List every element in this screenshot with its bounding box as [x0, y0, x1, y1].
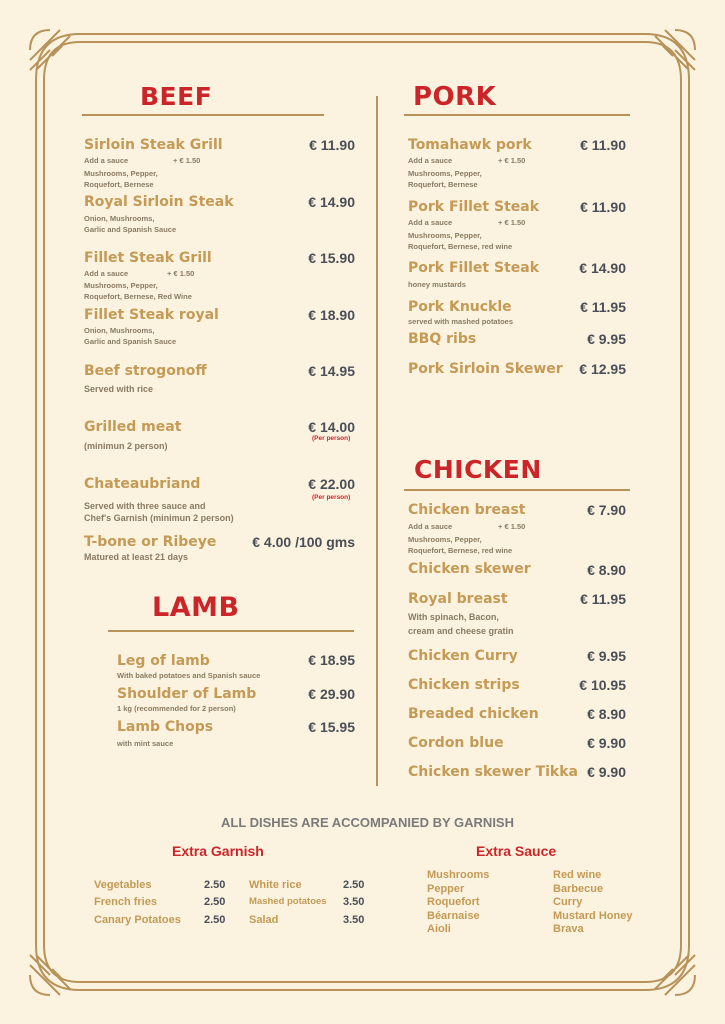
extra-sauce-title: Extra Sauce	[476, 843, 557, 859]
menu-item-name: Pork Fillet Steak	[408, 260, 540, 276]
sauce-label: Add a sauce	[84, 269, 129, 278]
sauce-options: Mushrooms, Pepper,	[408, 535, 482, 544]
menu-item-price: € 9.90	[587, 764, 626, 780]
sauce-item: Barbecue	[553, 883, 604, 895]
sauce-item: Curry	[553, 896, 583, 908]
menu-item-name: Chicken skewer Tikka	[408, 764, 578, 780]
sauce-label: Add a sauce	[84, 156, 129, 165]
column-divider	[376, 96, 378, 786]
sauce-price: + € 1.50	[167, 269, 195, 278]
menu-item-name: Royal Sirloin Steak	[84, 194, 234, 210]
menu-item-name: Shoulder of Lamb	[117, 686, 257, 702]
menu-item-price: € 8.90	[587, 706, 626, 722]
garnish-price: 2.50	[204, 879, 226, 891]
menu-item-price: € 15.95	[308, 719, 355, 735]
menu-item-price: € 18.90	[308, 307, 355, 323]
item-description: 1 kg (recommended for 2 person)	[117, 704, 236, 713]
item-description: honey mustards	[408, 280, 466, 289]
item-description: Onion, Mushrooms,	[84, 326, 155, 335]
menu-item-price: € 11.90	[580, 199, 626, 215]
menu-item-price: € 7.90	[587, 502, 626, 518]
section-title-pork: PORK	[413, 82, 497, 112]
garnish-price: 2.50	[204, 896, 226, 908]
menu-item-name: Chateaubriand	[84, 476, 201, 492]
menu-item-price: € 14.90	[579, 260, 626, 276]
sauce-item: Pepper	[427, 883, 465, 895]
item-description: served with mashed potatoes	[408, 317, 514, 326]
menu-item-price: € 4.00 /100 gms	[252, 534, 355, 550]
menu-item-name: Tomahawk pork	[408, 137, 532, 153]
item-description: Garlic and Spanish Sauce	[84, 337, 177, 346]
sauce-item: Brava	[553, 923, 584, 935]
menu-item-name: Cordon blue	[408, 735, 504, 751]
sauce-options: Roquefort, Bernese, red wine	[408, 546, 513, 555]
sauce-price: + € 1.50	[498, 218, 526, 227]
item-description: Garlic and Spanish Sauce	[84, 225, 177, 234]
menu-item-name: Pork Sirloin Skewer	[408, 361, 563, 377]
menu-item-name: Leg of lamb	[117, 653, 210, 669]
menu-item-price: € 22.00	[308, 476, 355, 492]
menu-item-price: € 11.95	[580, 591, 626, 607]
menu-item-name: T-bone or Ribeye	[84, 534, 217, 550]
menu-item-price: € 14.00	[308, 419, 355, 435]
menu-item-name: Beef strogonoff	[84, 363, 207, 379]
item-description: With spinach, Bacon,	[408, 612, 499, 622]
garnish-note: ALL DISHES ARE ACCOMPANIED BY GARNISH	[220, 815, 514, 830]
menu-item-price: € 11.90	[580, 137, 626, 153]
section-title-chicken: CHICKEN	[414, 455, 542, 484]
menu-item-price: € 11.95	[580, 299, 626, 315]
garnish-item: Vegetables	[94, 879, 152, 891]
sauce-item: Roquefort	[427, 896, 480, 908]
menu-item-price: € 11.90	[309, 137, 355, 153]
menu-item-name: Breaded chicken	[408, 706, 539, 722]
menu-item-name: Chicken Curry	[408, 648, 518, 664]
item-description: Onion, Mushrooms,	[84, 214, 155, 223]
sauce-price: + € 1.50	[498, 156, 526, 165]
menu-item-price: € 9.95	[587, 648, 626, 664]
menu-item-price: € 15.90	[308, 250, 355, 266]
item-description: with mint sauce	[117, 739, 174, 748]
menu-item-name: BBQ ribs	[408, 331, 477, 347]
beef-title-underline	[82, 114, 324, 116]
per-person-note: (Per person)	[312, 494, 351, 501]
menu-item-price: € 14.95	[308, 363, 355, 379]
sauce-label: Add a sauce	[408, 522, 453, 531]
menu-item-name: Sirloin Steak Grill	[84, 137, 223, 153]
menu-item-name: Chicken skewer	[408, 561, 531, 577]
garnish-item: Salad	[249, 914, 279, 926]
garnish-item: Canary Potatoes	[94, 914, 181, 926]
menu-item-name: Royal breast	[408, 591, 508, 607]
garnish-price: 3.50	[343, 914, 365, 926]
menu-item-price: € 9.95	[587, 331, 626, 347]
menu-item-name: Grilled meat	[84, 419, 182, 435]
garnish-price: 3.50	[343, 896, 365, 908]
sauce-options: Mushrooms, Pepper,	[84, 281, 158, 290]
menu-item-name: Fillet Steak Grill	[84, 250, 212, 266]
item-description: (minimun 2 person)	[84, 441, 168, 451]
item-description: Served with rice	[84, 384, 154, 394]
pork-title-underline	[404, 114, 630, 116]
sauce-options: Mushrooms, Pepper,	[408, 169, 482, 178]
sauce-price: + € 1.50	[498, 522, 526, 531]
sauce-options: Roquefort, Bernese, red wine	[408, 242, 513, 251]
item-description: Served with three sauce and	[84, 501, 206, 511]
sauce-options: Roquefort, Bernese	[84, 180, 154, 189]
section-title-beef: BEEF	[140, 82, 213, 111]
garnish-item: White rice	[249, 879, 302, 891]
sauce-label: Add a sauce	[408, 218, 453, 227]
item-description: With baked potatoes and Spanish sauce	[117, 671, 261, 680]
sauce-item: Aioli	[427, 923, 451, 935]
menu-item-name: Chicken breast	[408, 502, 526, 518]
menu-item-price: € 14.90	[308, 194, 355, 210]
garnish-price: 2.50	[204, 914, 226, 926]
menu-item-price: € 18.95	[308, 652, 355, 668]
sauce-price: + € 1.50	[173, 156, 201, 165]
sauce-options: Mushrooms, Pepper,	[84, 169, 158, 178]
menu-item-name: Pork Knuckle	[408, 299, 512, 315]
item-description: cream and cheese gratin	[408, 626, 514, 636]
menu-item-price: € 29.90	[308, 686, 355, 702]
garnish-item: French fries	[94, 896, 157, 908]
menu-item-price: € 10.95	[579, 677, 626, 693]
sauce-options: Roquefort, Bernese	[408, 180, 478, 189]
sauce-item: Béarnaise	[427, 910, 480, 922]
garnish-item: Mashed potatoes	[249, 896, 327, 907]
menu-item-price: € 9.90	[587, 735, 626, 751]
garnish-price: 2.50	[343, 879, 365, 891]
menu-item-name: Fillet Steak royal	[84, 307, 219, 323]
per-person-note: (Per person)	[312, 435, 351, 442]
chicken-title-underline	[404, 489, 630, 491]
sauce-label: Add a sauce	[408, 156, 453, 165]
sauce-item: Red wine	[553, 869, 602, 881]
sauce-item: Mushrooms	[427, 869, 490, 881]
menu-item-name: Pork Fillet Steak	[408, 199, 540, 215]
menu-item-price: € 8.90	[587, 562, 626, 578]
item-description: Matured at least 21 days	[84, 552, 189, 562]
sauce-options: Mushrooms, Pepper,	[408, 231, 482, 240]
menu-item-name: Chicken strips	[408, 677, 520, 693]
item-description: Chef's Garnish (minimun 2 person)	[84, 513, 234, 523]
menu-item-name: Lamb Chops	[117, 719, 214, 735]
sauce-options: Roquefort, Bernese, Red Wine	[84, 292, 192, 301]
extra-garnish-title: Extra Garnish	[172, 843, 264, 859]
section-title-lamb: LAMB	[152, 592, 240, 623]
menu-item-price: € 12.95	[579, 361, 626, 377]
sauce-item: Mustard Honey	[553, 910, 633, 922]
lamb-title-underline	[108, 630, 354, 632]
